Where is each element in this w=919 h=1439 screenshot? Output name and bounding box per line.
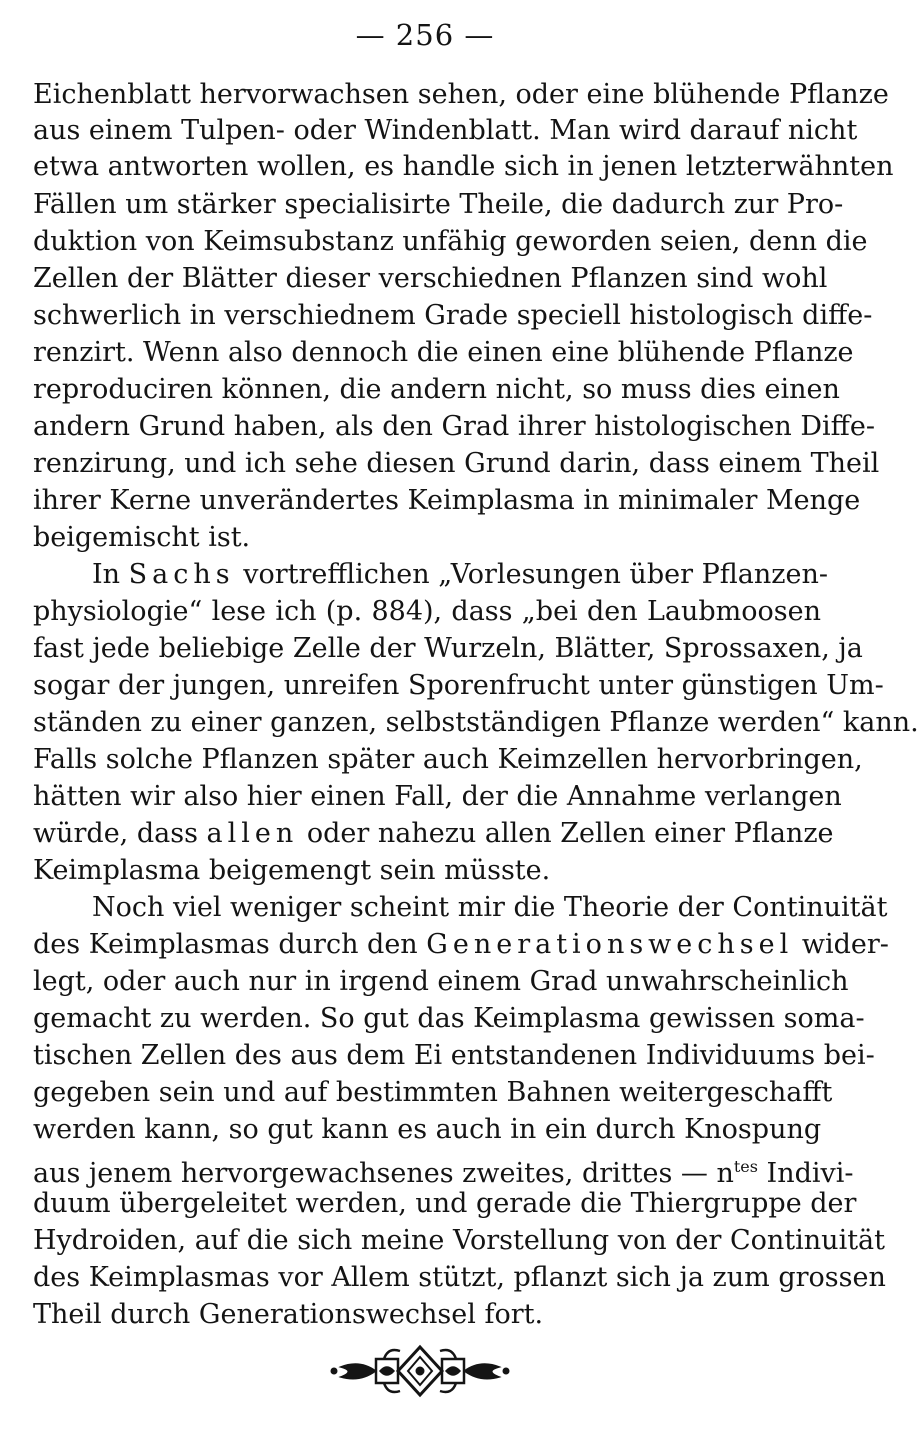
text-line [33,1150,854,1189]
text-line: hätten wir also hier einen Fall, der die Annahme verlangen [33,781,842,812]
text-line: physiologie“ lese ich (p. 884), dass „bei den Laubmoosen [33,596,821,627]
text-line [33,817,834,851]
text-line: renzirung, und ich sehe diesen Grund darin, dass einem Theil [33,448,880,479]
text-run: In [92,559,129,590]
text-line: tischen Zellen des aus dem Ei entstandenen Individuums bei- [33,1040,875,1071]
text-line: duktion von Keimsubstanz unfähig geworden seien, denn die [33,226,868,257]
text-line: etwa antworten wollen, es handle sich in jenen letzterwähnten [33,151,894,182]
text-line: legt, oder auch nur in irgend einem Grad unwahrscheinlich [33,966,849,997]
emphasis-word: allen [206,818,299,849]
text-line: reproduciren können, die andern nicht, so muss dies einen [33,374,840,405]
text-line: Noch viel weniger scheint mir die Theorie der Continuität [92,892,888,923]
text-run: wider- [793,929,889,960]
text-line [33,928,889,962]
text-line: sogar der jungen, unreifen Sporenfrucht unter günstigen Um- [33,670,884,701]
text-run: Indivi- [757,1158,854,1189]
text-line: Fällen um stärker specialisirte Theile, die dadurch zur Pro- [33,189,844,220]
text-line: gegeben sein und auf bestimmten Bahnen weitergeschafft [33,1077,833,1108]
text-run: des Keimplasmas durch den [33,929,427,960]
ornament-icon [330,1343,510,1399]
page-number: — 256 — [355,18,495,52]
text-line: Theil durch Generationswechsel fort. [33,1299,544,1330]
emphasis-name: Sachs [128,559,235,590]
text-line: aus einem Tulpen- oder Windenblatt. Man wird darauf nicht [33,115,858,146]
text-line [92,558,828,592]
text-run: aus jenem hervorgewachsenes zweites, drittes — n [33,1158,734,1189]
emphasis-word: Generationswechsel [426,929,794,960]
text-line: andern Grund haben, als den Grad ihrer histologischen Diffe- [33,411,875,442]
text-line: Zellen der Blätter dieser verschiednen Pflanzen sind wohl [33,263,828,294]
text-line: duum übergeleitet werden, und gerade die Thiergruppe der [33,1188,857,1219]
text-run: oder nahezu allen Zellen einer Pflanze [298,818,834,849]
text-line: des Keimplasmas vor Allem stützt, pflanzt sich ja zum grossen [33,1262,886,1293]
text-line: renzirt. Wenn also dennoch die einen eine blühende Pflanze [33,337,854,368]
text-line: fast jede beliebige Zelle der Wurzeln, Blätter, Sprossaxen, ja [33,633,863,664]
text-line: schwerlich in verschiednem Grade speciell histologisch diffe- [33,300,873,331]
text-line: Keimplasma beigemengt sein müsste. [33,855,551,886]
text-line: gemacht zu werden. So gut das Keimplasma gewissen soma- [33,1003,865,1034]
text-line: ständen zu einer ganzen, selbstständigen Pflanze werden“ kann. [33,707,919,738]
superscript: tes [733,1157,758,1176]
text-run: vortrefflichen „Vorlesungen über Pflanzen- [234,559,828,590]
text-line: beigemischt ist. [33,522,251,553]
text-line: Eichenblatt hervorwachsen sehen, oder eine blühende Pflanze [33,79,889,110]
text-line: werden kann, so gut kann es auch in ein durch Knospung [33,1114,822,1145]
text-run: würde, dass [33,818,207,849]
text-line: ihrer Kerne unverändertes Keimplasma in minimaler Menge [33,485,861,516]
text-line: Hydroiden, auf die sich meine Vorstellung von der Continuität [33,1225,886,1256]
text-line: Falls solche Pflanzen später auch Keimzellen hervorbringen, [33,744,863,775]
